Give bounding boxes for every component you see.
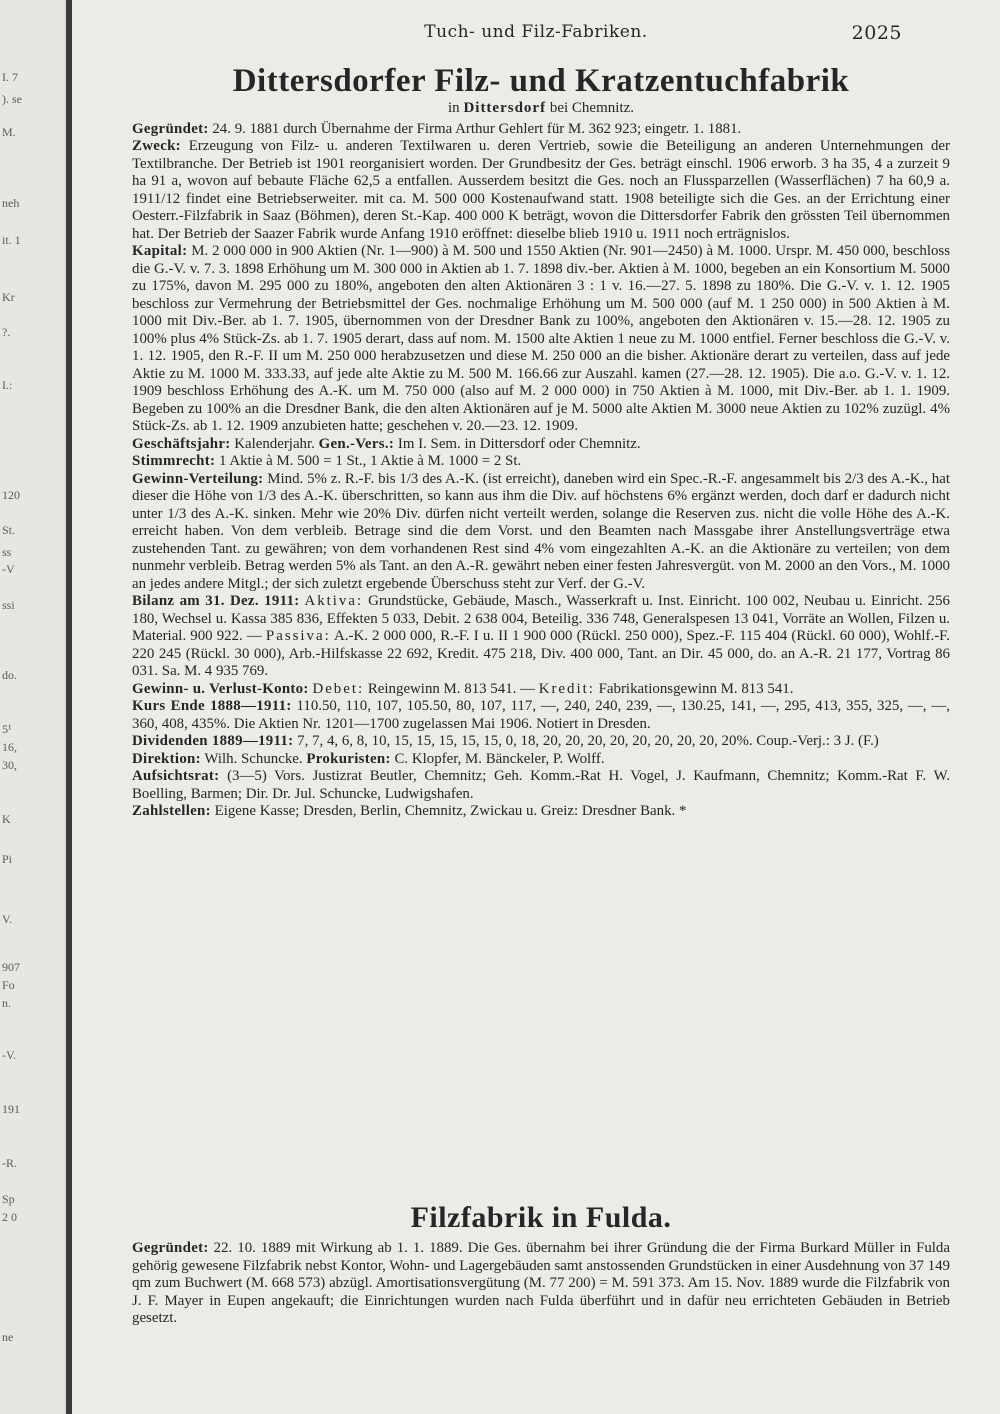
entry-kapital: Kapital: M. 2 000 000 in 900 Aktien (Nr. 1—900) à M. 500 und 1550 Aktien (Nr. 901—2450) à M. 1000. Urspr. M. 450 000, beschloss die G.-V. v. 7. 3. 1898 Erhöhung um M. 300 000 in Aktien ab 1. 7. 1898 div.-ber. Aktien à M. 1000, begeben an ein Konsortium M. 5000 zu 175%, davon M. 295 000 zu 180%, angeboten den alten Aktionären 3 : 1 v. 16.—27. 5. 1898 zu 180%. Die G.-V. v. 1. 12. 1905 beschloss zur Vermehrung der Betriebsmittel der Ges. nochmalige Erhöhung um M. 500 000 (auf M. 1 250 000) in 500 Aktien à M. 1000 mit Div.-Ber. ab 1. 7. 1905, übernommen von der Dresdner Bank zu 100%, angeboten den Aktionären v. 15.—28. 12. 1905 zu 100% plus 4% Stück-Zs. ab 1. 7. 1905 derart, dass auf nom. M. 1500 alte Aktien 1 neue zu M. 1000 entfiel. Ferner beschloss die G.-V. v. 1. 12. 1905, den R.-F. II um M. 250 000 herabzusetzen und diese M. 250 000 an die bisher. Aktionäre derart zu verteilen, dass auf jede Aktie zu M. 1000 M. 333.33, auf jede alte Aktie zu M. 500 M. 166.66 zur Auszahl. kamen (27.—28. 12. 1905). Die a.o. G.-V. v. 1. 12. 1909 beschloss Erhöhung des A.-K. um M. 750 000 (also auf M. 2 000 000) in 750 Aktien à M. 1000, mit Div.-Ber. ab 1. 1. 1909. Begeben zu 100% an die Dresdner Bank, die den alten Aktionären auf je M. 5000 alte Aktien M. 3000 neue Aktien zu 102% zuzügl. 4% Stück-Zs. ab 1. 12. 1909 anzubieten hatte; geschehen v. 20.—23. 12. 1909. [132,243,950,434]
entry-bilanz: Bilanz am 31. Dez. 1911: Aktiva: Grundstücke, Gebäude, Masch., Wasserkraft u. Inst. Einricht. 100 002, Neubau u. Einricht. 256 180, Wechsel u. Kassa 385 836, Effekten 5 033, Debit. 2 638 004, Beteilig. 336 748, Generalspesen 13 041, Vorräte an Wollen, Filzen u. Material. 900 922. — Passiva: A.-K. 2 000 000, R.-F. I u. II 1 900 000 (Rückl. 250 000), Spez.-F. 115 404 (Rückl. 60 000), Wohlf.-F. 220 245 (Rückl. 30 000), Arb.-Hilfskasse 22 692, Kredit. 475 218, Div. 400 000, Tant. an Dir. 45 000, do. an A.-R. 21 177, Vortrag 86 031. Sa. M. 4 935 769. [132,593,951,679]
entry-aufsichtsrat: Aufsichtsrat: (3—5) Vors. Justizrat Beutler, Chemnitz; Geh. Komm.-Rat H. Vogel, J. Kaufmann, Chemnitz; Komm.-Rat F. W. Boelling, Barmen; Dir. Dr. Jul. Schuncke, Ludwigshafen. [132,768,950,802]
entry-geschaeftsjahr: Geschäftsjahr: Kalenderjahr. Gen.-Vers.: Im I. Sem. in Dittersdorf oder Chemnitz. [132,435,641,452]
entry-direktion: Direktion: Wilh. Schuncke. Prokuristen: C. Klopfer, M. Bänckeler, P. Wolff. [132,750,605,767]
margin-fragment: I. 7 [2,70,18,84]
page-number: 2025 [851,22,902,44]
margin-fragment: ss [2,545,12,559]
company-entry-fulda [132,1200,950,1328]
entry-zahlstellen: Zahlstellen: Eigene Kasse; Dresden, Berlin, Chemnitz, Zwickau u. Greiz: Dresdner Bank. * [132,803,687,819]
entry-kurs: Kurs Ende 1888—1911: 110.50, 110, 107, 105.50, 80, 107, 117, —, 240, 240, 239, —, 130.25, 141, —, 295, 413, 355, 325, —, —, 360, 408, 435%. Die Aktien Nr. 1201—1700 zugelassen Mai 1906. Notiert in Dresden. [132,698,950,732]
margin-fragment: ?. [2,325,11,339]
margin-fragment: n. [2,996,11,1010]
company-title: Filzfabrik in Fulda. [410,1201,672,1234]
margin-fragment: 2 0 [2,1210,17,1224]
company-entry-dittersdorf [132,62,950,821]
margin-fragment: 120 [2,488,20,502]
margin-fragment: 5¹ [2,722,12,736]
location-place: Dittersdorf [463,100,547,116]
document-page [72,0,1000,1414]
margin-fragment: K [2,812,11,826]
margin-fragment: Kr [2,290,15,304]
margin-fragment: -V [2,562,15,576]
margin-fragment: V. [2,912,13,926]
running-head-title: Tuch- und Filz-Fabriken. [424,22,648,42]
margin-fragment: 191 [2,1102,20,1116]
margin-fragment: 16, [2,740,17,754]
margin-fragment: -V. [2,1048,17,1062]
entry-dividenden: Dividenden 1889—1911: 7, 7, 4, 6, 8, 10, 15, 15, 15, 15, 15, 0, 18, 20, 20, 20, 20, 20, 20, 20, 20, 20%. Coup.-Verj.: 3 J. (F.) [132,733,879,749]
margin-fragment: Pi [2,852,13,866]
margin-fragment: M. [2,125,16,139]
entry-gewinn-verteilung: Gewinn-Verteilung: Mind. 5% z. R.-F. bis 1/3 des A.-K. (ist erreicht), daneben wird ein Spec.-R.-F. angesammelt bis 2/3 des A.-K., hat dieser die Höhe von 1/3 des A.-K. überschritten, so kann aus ihm die Div. auf höchstens 6% ergänzt werden, doch darf er dadurch nicht unter 1/3 des A.-K. sinken. Mehr wie 20% Div. dürfen nicht verteilt werden, solange die Reserven zus. nicht die volle Höhe des A.-K. erreicht haben. Von dem verbleib. Betrage sind die dem Vorst. und den Beamten nach Massgabe ihrer Anstellungsverträge etwa zustehenden Tant. zu gewähren; von dem vorhandenen Rest sind 4% vom eingezahlten A.-K. an die Aktionäre zu verteilen; von dem nunmehr verbleib. Betrag werden 5% als Tant. an den A.-R. gewährt neben einer festen Jahresvergüt. von M. 2000 an den Vors., M. 1000 an jedes andere Mitgl.; der sich zuletzt ergebende Überschuss steht zur Verf. der G.-V. [132,470,950,592]
margin-fragment: 30, [2,758,17,772]
margin-fragment: I.: [2,378,13,392]
left-gutter [0,0,64,1414]
entry-zweck: Zweck: Erzeugung von Filz- u. anderen Textilwaren u. deren Vertrieb, sowie die Beteiligung an anderen Unternehmungen der Textilbranche. Der Betrieb ist 1901 reorganisiert worden. Der Grundbesitz der Ges. beträgt einschl. 1906 erworb. 3 ha 35, 4 a zurzeit 9 ha 91 a, wovon auf bebaute Fläche 62,5 a entfallen. Ausserdem besitzt die Ges. noch an Flussparzellen (Wasserflächen) 7 ha 60,9 a. 1911/12 findet eine Betriebserweiter. mit ca. M. 500 000 Kostenaufwand statt. 1908 beteiligte sich die Ges. an der Errichtung einer Oesterr.-Filzfabrik in Saaz (Böhmen), deren St.-Kap. 400 000 K beträgt, wovon die Dittersdorfer Fabrik den grössten Teil übernommen hat. Der Betrieb der Saazer Fabrik wurde Anfang 1910 eröffnet: dieselbe blieb 1910 u. 1911 noch erträgnislos. [132,138,950,242]
margin-fragment: Sp [2,1192,15,1206]
margin-fragment: neh [2,196,20,210]
entry-gegruendet: Gegründet: 24. 9. 1881 durch Übernahme der Firma Arthur Gehlert für M. 362 923; eingetr. 1. 1881. [132,120,742,137]
margin-fragment: -R. [2,1156,17,1170]
margin-fragment: Fo [2,978,15,992]
entry-gewinn-verlust-konto: Gewinn- u. Verlust-Konto: Debet: Reingewinn M. 813 541. — Kredit: Fabrikationsgewinn M. 813 541. [132,680,794,697]
entry-stimmrecht: Stimmrecht: 1 Aktie à M. 500 = 1 St., 1 Aktie à M. 1000 = 2 St. [132,453,522,469]
margin-fragment: ne [2,1330,14,1344]
margin-fragment: it. 1 [2,233,21,247]
company-title: Dittersdorfer Filz- und Kratzentuchfabrik [232,63,850,99]
entry-gegruendet: Gegründet: 22. 10. 1889 mit Wirkung ab 1. 1. 1889. Die Ges. übernahm bei ihrer Gründung die der Firma Burkard Müller in Fulda gehörig gewesene Filzfabrik nebst Kontor, Wohn- und Lagergebäuden samt anstossenden Grundstücken in einer Ausdehnung von 37 149 qm zum Buchwert (M. 668 573) abzügl. Amortisationsvergütung (M. 77 200) = M. 591 373. Am 15. Nov. 1889 wurde die Filzfabrik von J. F. Mayer in Eupen angekauft; die Einrichtungen wurden nach Fulda überführt und in dafür neu errichteten Gebäuden in Betrieb gesetzt. [132,1240,950,1326]
margin-fragment: ). se [2,92,22,106]
margin-fragment: ssi [2,598,15,612]
margin-fragment: do. [2,668,17,682]
margin-fragment: 907 [2,960,20,974]
margin-fragment: St. [2,523,16,537]
company-location: in Dittersdorf bei Chemnitz. [448,100,634,116]
